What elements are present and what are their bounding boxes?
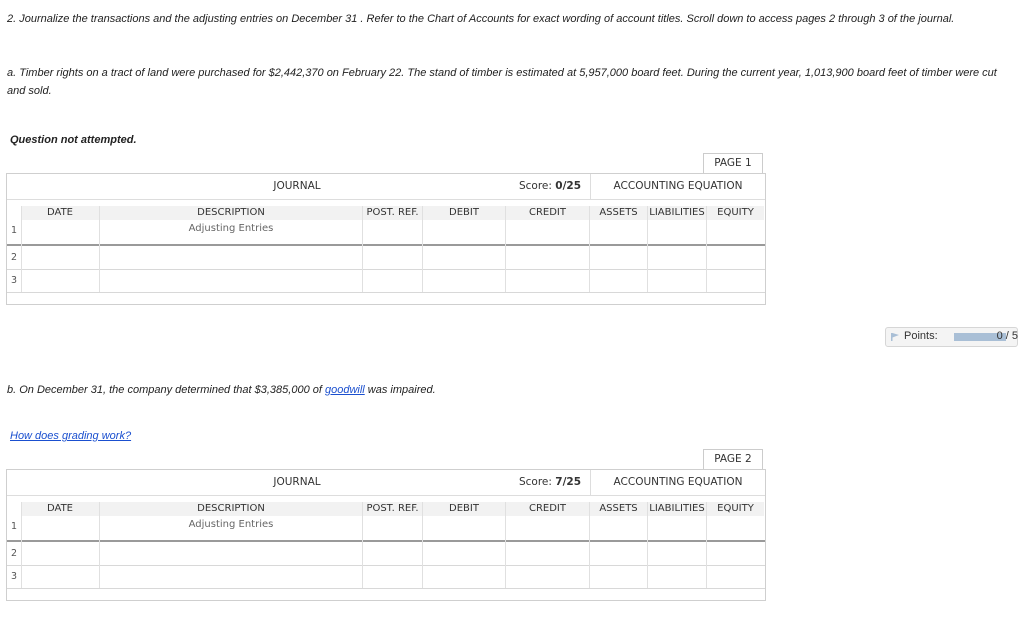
question-status: Question not attempted. — [10, 134, 137, 146]
date-column-header: DATE — [21, 502, 100, 516]
points-value: 0 / 5 — [996, 330, 1018, 342]
assets-column-header: ASSETS — [590, 502, 648, 516]
debit-column-header: DEBIT — [423, 502, 506, 516]
part-b-text — [7, 381, 1017, 399]
journal-row[interactable] — [7, 516, 765, 542]
flag-icon — [891, 333, 899, 341]
how-does-grading-work-link[interactable]: How does grading work? — [10, 430, 132, 442]
score-value: 0/25 — [555, 180, 582, 192]
description-column-header: DESCRIPTION — [100, 502, 363, 516]
goodwill-link[interactable]: goodwill — [324, 384, 365, 396]
row-number: 3 — [10, 571, 18, 582]
part-b-prefix: b. On December 31, the company determined that $3,385,000 of — [7, 384, 325, 396]
liabilities-column-header: LIABILITIES — [648, 502, 707, 516]
credit-column-header: CREDIT — [506, 206, 590, 220]
journal-page-2 — [6, 469, 766, 601]
equity-column-header: EQUITY — [707, 206, 764, 220]
row-number: 1 — [10, 225, 18, 236]
part-a-text: a. Timber rights on a tract of land were purchased for $2,442,370 on February 22. The stand of timber is estimated at 5,957,000 board feet. During the current year, 1,013,900 board feet of timber were cut and sold. — [7, 67, 997, 97]
accounting-equation-header: ACCOUNTING EQUATION — [613, 476, 743, 488]
journal-title: JOURNAL — [273, 476, 321, 488]
journal-header — [7, 470, 765, 496]
post-ref-column-header: POST. REF. — [363, 206, 423, 220]
description-cell[interactable]: Adjusting Entries — [188, 223, 274, 234]
journal-row[interactable] — [7, 246, 765, 270]
page-2-tab[interactable]: PAGE 2 — [703, 449, 763, 469]
description-column-header: DESCRIPTION — [100, 206, 363, 220]
journal-row[interactable] — [7, 270, 765, 293]
description-cell[interactable]: Adjusting Entries — [188, 519, 274, 530]
journal-row[interactable] — [7, 566, 765, 589]
assets-column-header: ASSETS — [590, 206, 648, 220]
date-column-header: DATE — [21, 206, 100, 220]
score-label: Score: — [518, 476, 552, 488]
accounting-equation-header: ACCOUNTING EQUATION — [613, 180, 743, 192]
journal-page-1 — [6, 173, 766, 305]
debit-column-header: DEBIT — [423, 206, 506, 220]
row-number: 2 — [10, 548, 18, 559]
credit-column-header: CREDIT — [506, 502, 590, 516]
score-value: 7/25 — [555, 476, 582, 488]
part-b-suffix: was impaired. — [364, 384, 436, 396]
equity-column-header: EQUITY — [707, 502, 764, 516]
points-indicator — [885, 327, 1018, 347]
instruction-text: 2. Journalize the transactions and the adjusting entries on December 31 . Refer to the Chart of Accounts for exact wording of account titles. Scroll down to access pages 2 through 3 of the journal. — [7, 13, 955, 25]
journal-row[interactable] — [7, 542, 765, 566]
score — [510, 470, 591, 495]
post-ref-column-header: POST. REF. — [363, 502, 423, 516]
liabilities-column-header: LIABILITIES — [648, 206, 707, 220]
score-label: Score: — [518, 180, 552, 192]
points-label: Points: — [904, 330, 938, 342]
row-number: 2 — [10, 252, 18, 263]
page-1-tab[interactable]: PAGE 1 — [703, 153, 763, 173]
journal-row[interactable] — [7, 220, 765, 246]
row-number: 1 — [10, 521, 18, 532]
journal-header — [7, 174, 765, 200]
journal-title: JOURNAL — [273, 180, 321, 192]
row-number: 3 — [10, 275, 18, 286]
score — [510, 174, 591, 199]
